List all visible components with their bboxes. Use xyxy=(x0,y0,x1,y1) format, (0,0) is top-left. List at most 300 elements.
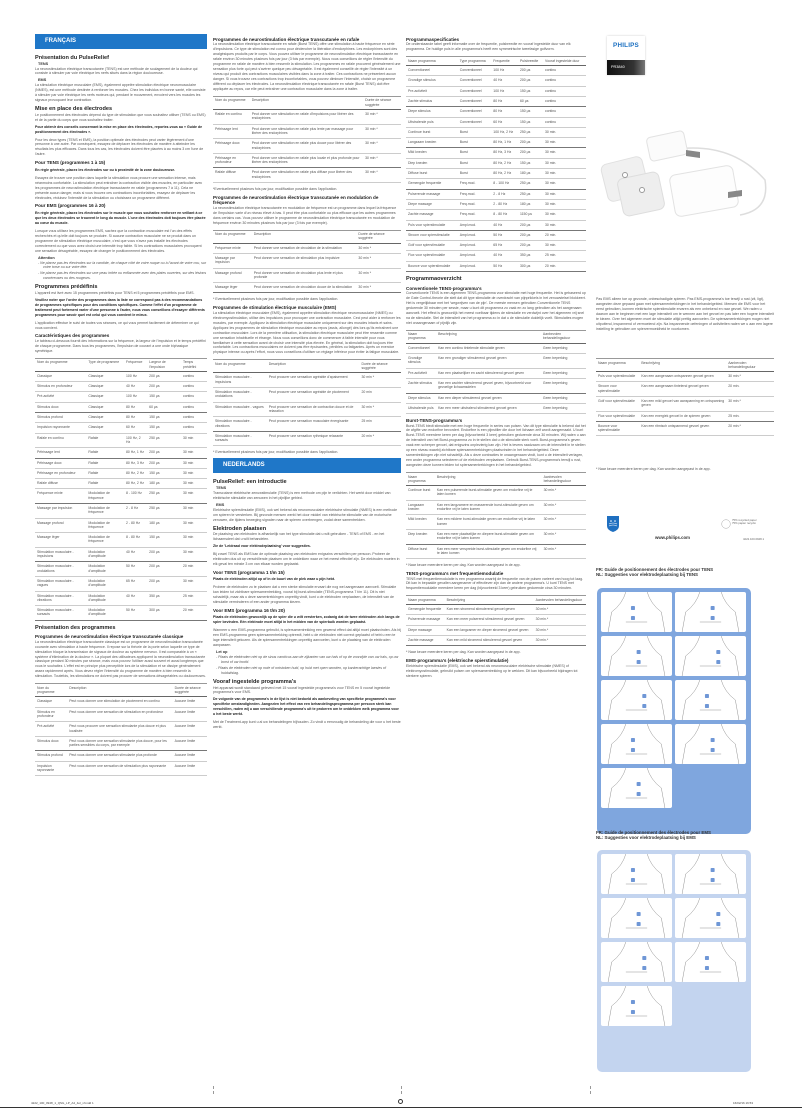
table-row xyxy=(406,615,586,625)
table-cell: Peut vous donner une sensation stimulante plus profonde xyxy=(67,751,172,761)
table-cell: 60 µs xyxy=(518,97,543,107)
table-cell: 80 Hz, 1 Hz xyxy=(491,138,518,148)
footnote: *Eventuellement plusieurs fois par jour, modification possible dans l'application. xyxy=(213,187,338,191)
model-number: PR3840 xyxy=(607,60,645,75)
table-cell: 180 µs xyxy=(518,199,543,209)
ems-guide-title-fr: FR: Guide de positionnement des électrodes pour EMS xyxy=(596,830,711,835)
table-cell: Classique xyxy=(35,697,67,707)
subsection-heading: TENS-programma's met frequentiemodulatie xyxy=(406,571,504,577)
table-cell: Kan een meer plaatselijke en diepere burst-stimulatie geven om endorfine vrij te laten komen xyxy=(435,529,542,544)
table-cell: 30 min * xyxy=(359,402,401,417)
table-row xyxy=(35,402,207,412)
table-cell: Kan een energiek gevoel in de spieren geven xyxy=(639,411,726,421)
table-cell: Aucune limite xyxy=(173,722,207,737)
column-header: Beschrijving xyxy=(639,359,726,372)
table-cell: Kan een langzamer en dieper stromend gevoel geven xyxy=(445,625,534,635)
body-diagram xyxy=(601,942,672,982)
table-cell: Aucune limite xyxy=(173,697,207,707)
table-cell: 80 Hz, 3 Hz xyxy=(491,148,518,158)
table-cell: Peut vous donner une stimulation de picotement en continu xyxy=(67,697,172,707)
electrode-dot xyxy=(631,878,635,882)
body-diagram xyxy=(601,724,672,764)
subsection-heading: Programmes de stimulation électrique musculaire (EMS) xyxy=(213,305,337,311)
electrode-dot xyxy=(705,704,709,708)
table-cell: Classique xyxy=(86,413,124,423)
column-header: Nom du programme xyxy=(213,360,267,373)
paragraph: Le positionnement des électrodes dépend du type de stimulation que vous souhaitez utiliser (TENS ou EMS) et de la partie du corps que vous souhaitez traiter. xyxy=(35,112,206,122)
electrode-dot xyxy=(631,606,635,610)
paragraph: Elektrische spierstimulatie (EMS), ook wel bekend als neuromusculaire elektrische stimulatie (NMES) of elektromyostimulatie, gebruikt pulsen om spiersamentrekking op te wekken. Dit kan bijvoorbeeld bijdragen tot sterkere spieren. xyxy=(406,663,578,678)
table-row xyxy=(406,138,586,148)
column-dutch-1 xyxy=(406,34,586,681)
table-cell: Peut donner une sensation de circulation plus lente et plus profonde xyxy=(252,268,357,283)
table-cell: Peut procurer une sensation musculaire énergisante xyxy=(267,417,360,432)
bold-paragraph: Zie de 'Leidraad voor elektrodeplaatsing' voor suggesties. xyxy=(213,544,311,549)
column-header: Naam programma xyxy=(596,359,639,372)
table-cell: 30 min.* xyxy=(534,636,586,646)
electrode-dot xyxy=(631,616,635,620)
table-cell: Classique xyxy=(86,382,124,392)
table-cell: Kan een mild gevoel van aanspanning en ontspanning geven xyxy=(639,396,726,411)
recycled-paper-note xyxy=(732,519,757,526)
table-cell: 40 Hz xyxy=(491,76,518,86)
table-cell: Stimulus en profondeur xyxy=(35,382,86,392)
table-cell: Rafale diffuse xyxy=(35,479,86,489)
body-diagram xyxy=(675,942,746,982)
warning-item: - Plaats de elektroden niet op de sinus caroticus aan de zijkanten van uw hals of op de voorzijde van uw hals, op uw borst of uw hoofd. xyxy=(216,655,399,665)
table-cell: 200 µs xyxy=(518,138,543,148)
ems-footnote: * Naar keuze meerdere keren per dag. Kan worden aangepast in de app. xyxy=(596,467,711,471)
footnote: * Naar keuze meerdere keren per dag. Kan worden aangepast in de app. xyxy=(406,563,521,568)
column-header: Frequentie xyxy=(491,57,518,66)
table-cell: 250 µs xyxy=(147,504,181,519)
table-row xyxy=(596,372,774,382)
table-cell: 250 µs xyxy=(518,189,543,199)
table-row xyxy=(35,761,207,776)
figure-panel xyxy=(601,942,672,982)
body-diagram xyxy=(675,898,746,938)
ems-electrode-guide-figure xyxy=(597,850,751,1072)
table-row xyxy=(35,423,207,433)
subsection-heading: Programmaspecificaties xyxy=(406,37,460,42)
electrode-dot xyxy=(642,694,646,698)
table-row xyxy=(213,153,401,168)
table-row xyxy=(35,468,207,478)
table-cell: 30 min xyxy=(181,448,207,458)
table-cell: Aucune limite xyxy=(173,751,207,761)
table-row xyxy=(406,220,586,230)
table-cell: 80 Hz xyxy=(124,413,147,423)
body-diagram xyxy=(601,592,672,632)
table-cell: Modulation d'amplitude xyxy=(86,576,124,591)
electrode-dot xyxy=(716,912,720,916)
table-cell: 200 µs xyxy=(147,448,181,458)
table-cell: 250 µs xyxy=(147,433,181,448)
table-row xyxy=(35,392,207,402)
table-row xyxy=(35,591,207,606)
section-heading: Présentation du PulseRelief xyxy=(35,55,109,61)
paragraph: Wanneer u een EMS-programma gebruikt, is spiersamentrekking een gewenst effect dat altijd moet plaatsvinden. Als bij een EMS-programma geen spiersamentrekking optreedt, hebt u de elektroden niet correct geplaatst of hebt u een te lage intensiteit gekozen. Als de spiersamentrekkingen onprettig aanvoelen, kunt u de plaatsing van de elektroden aanpassen. xyxy=(213,628,401,648)
table-cell: 80 Hz, 2 Hz xyxy=(491,169,518,179)
table-row xyxy=(213,253,401,268)
table-cell: continu xyxy=(543,97,586,107)
table-cell: Kan een stromend stimulerend gevoel geven xyxy=(445,605,534,615)
table-cell: Peut procurer une sensation agréable de picotement xyxy=(267,388,360,403)
table-row xyxy=(406,179,586,189)
table-cell: 200 µs xyxy=(518,230,543,240)
paragraph: La stimulation électrique musculaire (EMS), également appelée stimulation électrique neuromusculaire (NMES) ou électromyostimulation, utilise des impulsions pour provoquer une contraction musculaire. Ceci peut aider à renforcer les muscles, par exemple. Appliquez la stimulation électrique musculaire uniquement sur des muscles intacts et sains. Appliquez les programmes de stimulation électrique musculaire au repos (assis, allongé) dès lors qu'ils entraînent une contraction musculaire. Lors de la première utilisation, la stimulation électrique musculaire peut être ressentie comme une sensation inhabituelle et étrange. Nous vous conseillons donc de commencer à faible intensité pour vous familiariser à cette sensation avant de choisir une intensité plus élevée. En général, la stimulation doit toujours être confortable. Les contractions musculaires ne doivent pas être épuisantes, pénibles ou fatigantes. Après un exercice physique intense ou après l'effort, nous vous conseillons d'utiliser un réglage inférieur pour éviter la fatigue musculaire. xyxy=(213,310,401,355)
table-cell: Kan een grondiger stimulerend gevoel geven xyxy=(436,354,541,369)
table-cell: Golf voor spierstimulatie xyxy=(406,241,458,251)
table-cell: 80 Hz xyxy=(124,402,147,412)
table-cell: Flux voor spierstimulatie xyxy=(596,411,639,421)
table-row xyxy=(406,76,586,86)
table-cell: 50 Hz xyxy=(124,562,147,577)
table-cell: 100 Hz xyxy=(124,371,147,381)
paragraph: La stimulation électrique musculaire (EMS), également appelée stimulation électrique neuromusculaire (NMES), est une méthode destinée à renforcer les muscles. Chez les individus en bonne santé, elle consiste à stimuler par voie électrique les nerfs moteurs qui, pendant le mouvement, envoient vers les muscles les signaux provoquant leur contraction. xyxy=(35,83,206,103)
table-cell: Massage profond xyxy=(213,268,252,283)
table-row xyxy=(213,168,401,183)
table-cell: 8 - 100 Hz xyxy=(491,179,518,189)
table-cell: 30 min xyxy=(181,479,207,489)
table-cell: 30 min * xyxy=(363,124,401,139)
label-heading: Let op xyxy=(216,650,228,655)
table-cell: 100 Hz xyxy=(491,66,518,76)
label-heading: Attention xyxy=(38,255,55,260)
table-cell: 80 Hz, 2 Hz xyxy=(124,468,147,478)
table-cell: Kan een pulserende burst-stimulatie geven om endorfine vrij te laten komen xyxy=(435,486,542,501)
electrode-dot xyxy=(637,782,641,786)
table-cell: 200 µs xyxy=(518,220,543,230)
figure-panel xyxy=(675,636,746,676)
table-row xyxy=(35,433,207,448)
column-french-1 xyxy=(35,34,207,780)
table-cell: Massage léger xyxy=(35,533,86,548)
column-header: Type de programme xyxy=(86,358,124,371)
table-cell: Freq.mod. xyxy=(458,189,492,199)
table-cell: 30 min.* xyxy=(534,625,586,635)
section-heading: Programmaoverzicht xyxy=(406,276,462,283)
electrode-dot xyxy=(631,1010,635,1014)
table-cell: Gemengde frequentie xyxy=(406,179,458,189)
figure-panel xyxy=(601,592,672,632)
table-row xyxy=(213,139,401,154)
table-cell: 30 min * xyxy=(356,283,401,293)
table-cell: 40 Hz xyxy=(124,591,147,606)
column-header: Beschrijving xyxy=(445,596,534,605)
label-heading: TENS xyxy=(216,485,227,490)
table-row xyxy=(35,458,207,468)
table-row xyxy=(35,562,207,577)
column-header: Durée de séance suggérée xyxy=(359,360,401,373)
table-cell: Diep kneden xyxy=(406,529,435,544)
body-diagram xyxy=(675,592,746,632)
table-cell: Pre-activiteit xyxy=(406,86,458,96)
table-row xyxy=(213,402,401,417)
paragraph: TENS met frequentiemodulatie is een programma waarbij de frequentie van de pulsen varieert van hoog tot laag. Dit kan in bepaalde gevallen aangenamer of effectiever zijn dan de andere programma's. U kunt TENS met frequentiemodulatie meerdere keren per dag (bijvoorbeeld 3 keer) gebruiken gedurende circa 30 minuten. xyxy=(406,576,584,591)
table-row xyxy=(213,243,401,253)
table-cell: 150 µs xyxy=(147,533,181,548)
table-cell: 30 min.* xyxy=(542,529,586,544)
table-row xyxy=(35,504,207,519)
electrode-dot xyxy=(716,660,720,664)
table-row xyxy=(406,158,586,168)
paragraph: Pour les deux types (TENS et EMS), la position optimale des électrodes peut varier légèrement d'une personne à une autre. Par conséquent, essayez de déplacer les électrodes de manière à atteindre les résultats les plus efficaces. Dans tous les cas, les électrodes doivent être placées à au moins 3 cm l'une de l'autre. xyxy=(35,137,204,157)
subsection-heading: Voor TENS (programma 1 t/m 15) xyxy=(213,569,285,575)
table-cell: Kan een meer pulserend stimulerend gevoel geven xyxy=(445,615,534,625)
program-table xyxy=(35,358,207,621)
table-cell: 30 min. xyxy=(543,158,586,168)
subsection-heading: Programmes de neurostimulation électrique transcutanée en modulation de fréquence xyxy=(213,194,379,206)
column-header: Nom du programme xyxy=(35,684,67,697)
column-header: Nom du programme xyxy=(213,230,252,243)
table-row xyxy=(35,722,207,737)
table-cell: Peut donner une stimulation en rafale plus lente par massage pour libérer des endorphines xyxy=(250,124,363,139)
table-cell: 150 µs xyxy=(518,107,543,117)
label-heading: EMS xyxy=(38,78,47,83)
table-cell: 40 Hz xyxy=(491,251,518,261)
language-banner: NEDERLANDS xyxy=(213,458,401,473)
table-cell: 30 min xyxy=(181,533,207,548)
column-cover xyxy=(596,0,791,1085)
table-cell: Massage profond xyxy=(35,518,86,533)
print-date: 16/02/16 16:53 xyxy=(733,1101,754,1105)
table-cell: Impulsion rayonnante xyxy=(35,761,67,776)
figure-panel xyxy=(601,898,672,938)
table-cell: 80 Hz xyxy=(491,97,518,107)
philips-logo: PHILIPS xyxy=(613,42,639,49)
tens-guide-title-nl: NL: Suggesties voor elektrodeplaatsing bij TENS xyxy=(596,572,698,578)
table-cell: Diepe massage xyxy=(406,625,445,635)
table-cell: 60 Hz xyxy=(124,423,147,433)
table-cell: Pétrissage doux xyxy=(35,458,86,468)
bold-paragraph: Plaats de elektroden gewoonlijk op de spier die u wilt versterken, zodanig dat de twee elektroden zich langs de spier bevinden. Eén elektrode moet altijd in het midden van de spierbuik worden geplaatst. xyxy=(213,615,400,625)
table-cell: 20 min xyxy=(181,562,207,577)
table-cell: Stimulation musculaire - vibrations xyxy=(213,417,267,432)
table-row xyxy=(406,199,586,209)
subsection-heading: Pour TENS (programmes 1 à 15) xyxy=(35,160,106,166)
label-heading: EMS xyxy=(216,502,225,507)
recycled-label-fr: 75% papier recyclé xyxy=(732,521,756,526)
table-cell: Pré-activité xyxy=(35,722,67,737)
table-cell: 20 min xyxy=(359,388,401,403)
table-cell: 8 - 80 Hz xyxy=(124,533,147,548)
table-cell: Burst xyxy=(458,158,492,168)
body-diagram xyxy=(601,898,672,938)
fold-mark xyxy=(590,1086,591,1094)
table-header-row xyxy=(35,684,207,697)
bold-paragraph: De volgorde van de programma's in de lijst is niet bedoeld als aanbeveling van specifieke programma's voor specifieke omstandigheden. Aangezien het effect van een behandelingsprogramma per persoon sterk kan verschillen, raden wij u aan verschillende programma's uit te proberen om te ontdekken welk programma voor u het beste werkt. xyxy=(213,697,399,717)
body-diagram xyxy=(601,768,672,808)
electrode-dot xyxy=(637,912,641,916)
electrode-dot xyxy=(637,660,641,664)
table-cell: Diepe stimulus xyxy=(406,393,436,403)
electrode-dot xyxy=(711,616,715,620)
table-cell: Kan een mild stromend stimulerend gevoel geven xyxy=(445,636,534,646)
table-cell: 180 µs xyxy=(518,169,543,179)
table-cell: Rafale xyxy=(86,448,124,458)
table-cell: Zachte massage xyxy=(406,210,458,220)
table-cell: Geen beperking xyxy=(541,368,586,378)
table-cell: Rafale xyxy=(86,458,124,468)
table-cell: 30 min. xyxy=(543,127,586,137)
electrode-dot xyxy=(642,704,646,708)
table-cell: 200 µs xyxy=(518,76,543,86)
table-cell: 150 µs xyxy=(147,413,181,423)
tens-guide-title-fr: FR: Guide de positionnement des électrodes pour TENS xyxy=(596,567,714,572)
table-cell: Kan een dieper stimulerend gevoel geven xyxy=(436,393,541,403)
table-cell: Classique xyxy=(86,371,124,381)
table-cell: 180 µs xyxy=(147,518,181,533)
table-cell: continu xyxy=(181,402,207,412)
table-cell: 8 - 80 Hz xyxy=(491,210,518,220)
table-cell: Geen beperking xyxy=(541,378,586,393)
table-cell: Burst xyxy=(458,127,492,137)
subsection-heading: Voor EMS (programma 16 t/m 20) xyxy=(213,608,285,614)
table-cell: 200 µs xyxy=(147,576,181,591)
table-cell: Burst xyxy=(458,148,492,158)
paragraph: La neurostimulation électrique transcutanée en modulation de fréquence est un programme dans lequel la fréquence de l'impulsion varie d'un niveau élevé à bas. Il peut être plus confortable ou plus efficace que les autres programmes dans certains cas. Vous pouvez utiliser le programme de neurostimulation électrique transcutanée en modulation de fréquence environ 30 minutes plusieurs fois par jour (3 fois par exemple). xyxy=(213,205,397,225)
table-cell: 250 µs xyxy=(518,127,543,137)
table-cell: 25 min xyxy=(359,417,401,432)
table-cell: Geen beperking xyxy=(541,403,586,413)
table-cell: continu xyxy=(543,86,586,96)
program-table xyxy=(35,683,207,776)
column-header: Nom du programme xyxy=(35,358,86,371)
tens-electrode-guide-figure xyxy=(597,588,751,834)
bold-paragraph: Plaats de elektroden altijd op of in de buurt van de plek waar u pijn hebt. xyxy=(213,577,335,582)
column-header: Description xyxy=(67,684,172,697)
body-diagram xyxy=(601,680,672,720)
table-cell: Pétrissage lent xyxy=(213,124,250,139)
electrode-dot xyxy=(705,966,709,970)
table-cell: Kan een meer uitstralend stimulerend gevoel geven xyxy=(436,403,541,413)
table-cell: 30 min xyxy=(181,576,207,591)
table-cell: Gemengde frequentie xyxy=(406,605,445,615)
footnote: * Eventuellement plusieurs fois par jour, modification possible dans l'application. xyxy=(213,297,339,302)
table-row xyxy=(35,382,207,392)
table-cell: 80 Hz, 2 Hz xyxy=(491,158,518,168)
table-cell: 25 min xyxy=(181,591,207,606)
paragraph: La neurostimulation électrique transcutanée classique est un programme de neurostimulation transcutanée courante avec stimulation à haute fréquence. Il repose sur la théorie de la porte selon laquelle ce type de stimulation bloque la transmission de signaux de douleur au système nerveux. Il est comparable à un « système d'élimination de la douleur ». La plupart des utilisateurs appliquent la neurostimulation transcutanée classique pendant 30 minutes par séance, mais vous pouvez l'utiliser aussi souvent et aussi longtemps que vous le souhaitez. L'effet est en principe plus perceptible lors de la stimulation et se dissipe généralement assez rapidement après. Vous devez régler l'intensité du programme de manière à bien ressentir la stimulation. Toutefois, les stimulations ne doivent pas procurer de sensations désagréables ou douloureuses. xyxy=(35,639,206,679)
table-cell: Stimulation musculaire - impulsions xyxy=(35,547,86,562)
table-cell: Diffuse burst xyxy=(406,169,458,179)
table-cell: 30 min * xyxy=(359,373,401,388)
column-header: Beschrijving xyxy=(436,330,541,343)
paragraph: Het apparaat wordt standaard geleverd met 15 vooraf ingestelde programma's voor TENS en 5 vooraf ingestelde programma's voor EMS. xyxy=(213,685,391,695)
table-cell: 150 µs xyxy=(518,117,543,127)
table-row xyxy=(406,500,586,515)
table-cell: 30 min.* xyxy=(542,500,586,515)
table-cell: Modulation d'amplitude xyxy=(86,562,124,577)
table-cell: Kan een langzamere en masserende burst-stimulatie geven om endorfine vrij te laten komen xyxy=(435,500,542,515)
table-cell: 180 µs xyxy=(147,479,181,489)
paragraph: De onderstaande tabel geeft informatie over de frequentie, pulsbreedte en vooraf ingestelde duur van elk programma. De huidige puls in alle programma's heeft een symmetrische tweefasige golfvorm. xyxy=(406,42,571,52)
table-cell: Pulserende massage xyxy=(406,189,458,199)
warning-item: - Ne placez pas les électrodes sur la carotide, de chaque côté de votre nuque ou à l'avant de votre cou, sur votre torse ou sur votre tête. xyxy=(38,260,207,270)
electrode-dot xyxy=(637,922,641,926)
table-row xyxy=(35,371,207,381)
column-header: Temps prédéfini xyxy=(181,358,207,371)
table-header-row xyxy=(406,57,586,66)
table-row xyxy=(406,107,586,117)
electrode-dot xyxy=(705,694,709,698)
warning-item: - Ne placez pas les électrodes sur une peau irritée ou enflammée avec des plaies ouvertes, sur des lésions cancéreuses ou des rougeurs. xyxy=(38,271,207,281)
table-cell: Langzaam kneden xyxy=(406,138,458,148)
label-heading: TENS xyxy=(38,61,49,66)
figure-panel xyxy=(601,680,672,720)
body-diagram xyxy=(601,854,672,894)
table-cell: 30 min.* xyxy=(726,372,774,382)
language-banner: FRANÇAIS xyxy=(35,34,207,49)
table-cell: 20 min. xyxy=(543,261,586,271)
table-cell: Diep kneden xyxy=(406,158,458,168)
table-cell: 30 min. xyxy=(543,199,586,209)
table-cell: 200 µs xyxy=(147,562,181,577)
column-header: Aanbevolen behandelingsduur xyxy=(541,330,586,343)
table-cell: 30 min xyxy=(181,489,207,504)
table-cell: Stimulus profond xyxy=(35,413,86,423)
table-row xyxy=(406,544,586,559)
column-header: Aanbevolen behandelingsduur xyxy=(534,596,586,605)
table-cell: Stimulation musculaire - sursauts xyxy=(35,606,86,621)
table-cell: Massage léger xyxy=(213,283,252,293)
table-cell: 20 min.* xyxy=(726,421,774,436)
table-cell: Stimulus doux xyxy=(35,402,86,412)
column-header: Aanbevolen behandelingsduur xyxy=(726,359,774,372)
body-diagram xyxy=(601,636,672,676)
table-cell: continu xyxy=(181,382,207,392)
table-row xyxy=(35,736,207,751)
section-heading: Programmes prédéfinis xyxy=(35,284,98,291)
table-cell: 2 - 80 Hz xyxy=(491,199,518,209)
electrode-dot xyxy=(631,748,635,752)
table-cell: 30 min.* xyxy=(534,605,586,615)
column-header: Durée de séance suggérée xyxy=(173,684,207,697)
section-heading: Vooraf ingestelde programma's xyxy=(213,679,297,685)
recycle-icon xyxy=(721,519,731,529)
table-cell: Stimulation musculaire - vagues xyxy=(213,402,267,417)
table-cell: Flux voor spierstimulatie xyxy=(406,251,458,261)
table-cell: Stimulus profond xyxy=(35,751,67,761)
table-cell: Zachte massage xyxy=(406,636,445,646)
table-cell: Stimulation musculaire - impulsions xyxy=(213,373,267,388)
table-cell: Peut donner une stimulation en rafale plus douce pour libérer des endorphines xyxy=(250,139,363,154)
table-cell: 25 min. xyxy=(543,251,586,261)
program-table xyxy=(406,330,586,414)
subsection-heading: Programmes de neurostimulation électrique transcutanée en rafale xyxy=(213,37,360,42)
table-row xyxy=(406,251,586,261)
table-row xyxy=(35,479,207,489)
table-cell: Peut vous donner une sensation de stimulation en profondeur xyxy=(67,707,172,722)
table-cell: Kan een zachter stimulerend gevoel geven, bijvoorbeeld voor gevoelige lichaamsdelen xyxy=(436,378,541,393)
table-cell: Kan een plaatselijker en zacht stimulerend gevoel geven xyxy=(436,368,541,378)
table-row xyxy=(406,148,586,158)
table-cell: Pétrissage doux xyxy=(213,139,250,154)
electrode-dot xyxy=(631,1000,635,1004)
table-cell: 60 Hz xyxy=(491,117,518,127)
table-cell: continu xyxy=(181,392,207,402)
column-header: Type programma xyxy=(458,57,492,66)
column-header: Largeur de l'impulsion xyxy=(147,358,181,371)
ems-guide-title-nl: NL: Suggesties voor elektrodeplaatsing bij EMS xyxy=(596,835,696,841)
table-cell: 150 µs xyxy=(147,468,181,478)
table-cell: Zachte stimulus xyxy=(406,378,436,393)
table-cell: Burst xyxy=(458,138,492,148)
bold-paragraph: En règle générale, placez les électrodes sur ou à proximité de la zone douloureuse. xyxy=(35,167,176,172)
table-row xyxy=(406,66,586,76)
electrode-dot xyxy=(711,738,715,742)
